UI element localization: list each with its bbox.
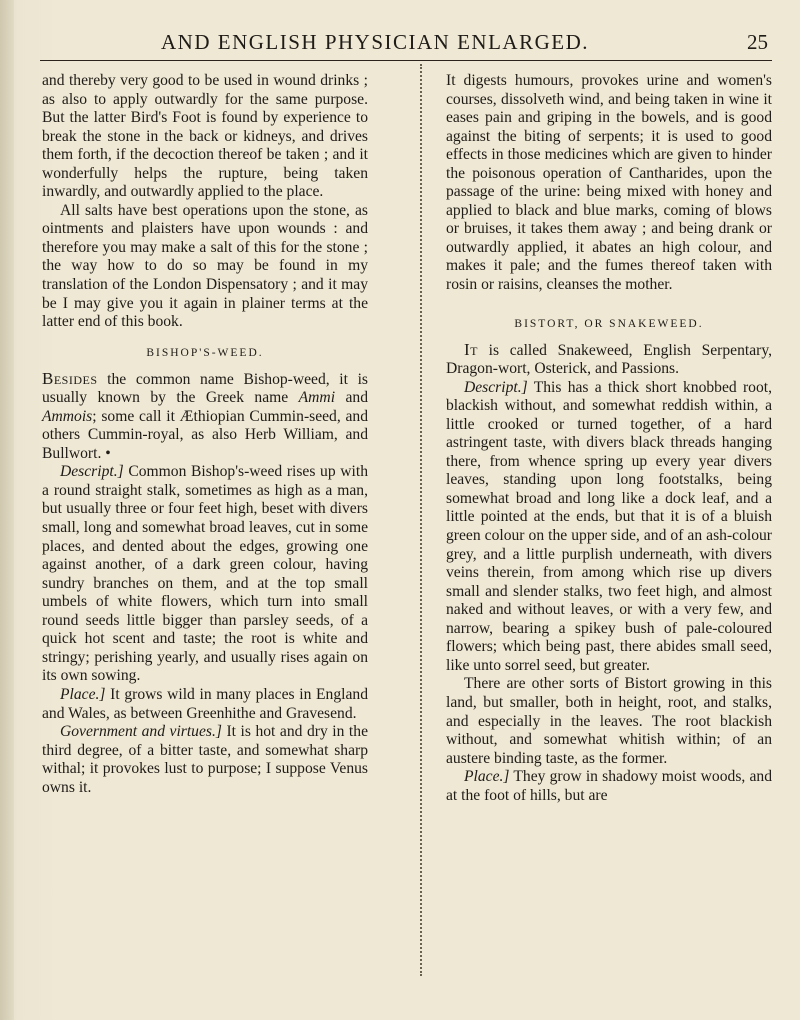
right-column [446, 72, 772, 805]
page-header [40, 30, 770, 60]
paragraph-place: Place.] They grow in shadowy moist woods, and at the foot of hills, but are [446, 768, 772, 804]
section-heading-bistort: BISTORT, OR SNAKEWEED. [514, 317, 704, 330]
label-place: Place.] [464, 768, 510, 786]
paragraph: All salts have best operations upon the stone, as ointments and plaisters have upon wounds : and therefore you may make a salt of this for the stone ; the way how to do so may be found in my translation of the London Dispensatory ; and it may be I may give you it again in plainer terms at the latter end of this book. [42, 201, 368, 331]
paragraph: and thereby very good to be used in wound drinks ; as also to apply outwardly for the same purpose. But the latter Bird's Foot is found by experience to break the stone in the back or kidneys, and drives them forth, if the decoction thereof be taken ; and it wonderfully helps the rupture, being taken inwardly, and outwardly applied to the place. [42, 72, 368, 201]
paragraph: There are other sorts of Bistort growing in this land, but smaller, both in height, root, and stalks, and especially in the leaves. The root blackish without, and somewhat whitish within; of an austere binding taste, as the former. [446, 675, 772, 767]
paragraph-government: Government and virtues.] It is hot and dry in the third degree, of a bitter taste, and somewhat sharp withal; it provokes lust to purpose; I suppose Venus owns it. [42, 723, 368, 796]
label-descript: Descript.] [464, 378, 528, 396]
page-number: 25 [747, 30, 768, 54]
paragraph-descript: Descript.] This has a thick short knobbed root, blackish without, and somewhat reddish within, a little crooked or turned together, of a hard astringent taste, with divers black threads hanging there, from whence spring up every year divers leaves, standing upon long footstalks, being somewhat broad and long like a dock leaf, and a little pointed at the ends, but that it is of a bluish green colour on the upper side, and of an ash-colour grey, and a little purplish underneath, with divers veins therein, from among which rise up divers small and slender stalks, two feet high, and almost naked and without leaves, or with a very few, and narrow, bearing a spikey bush of pale-coloured flowers; which being past, there abides small seed, like unto sorrel seed, but greater. [446, 378, 772, 674]
paragraph-place: Place.] It grows wild in many places in England and Wales, as between Greenhithe and Gravesend. [42, 685, 368, 722]
label-place: Place.] [60, 685, 106, 703]
label-descript: Descript.] [60, 463, 124, 481]
lead-word: Besides [42, 368, 98, 388]
lead-word: It [464, 339, 478, 359]
running-title: AND ENGLISH PHYSICIAN ENLARGED. [161, 30, 589, 54]
header-rule [40, 60, 772, 61]
section-heading-bishops-weed: BISHOP'S-WEED. [146, 346, 264, 359]
page-gutter [0, 0, 14, 1020]
column-divider [420, 64, 422, 976]
paragraph-descript: Descript.] Common Bishop's-weed rises up with a round straight stalk, sometimes as high as a man, but usually three or four feet high, beset with divers small, long and somewhat broad leaves, cut in some places, and dented about the edges, growing one against another, of a dark green colour, having sundry branches on them, and at the top small umbels of white flowers, which turn into small round seeds little bigger than parsley seeds, of a quick hot scent and taste; the root is white and stringy; perishing yearly, and usually rises again on its own sowing. [42, 463, 368, 685]
left-column [42, 72, 368, 797]
print-mark: • [105, 444, 111, 462]
paragraph-besides: Besides the common name Bishop-weed, it is usually known by the Greek name Ammi and Ammois; some call it Æthiopian Cummin-seed, and others Cummin-royal, as also Herb William, and Bullwort. • [42, 368, 368, 462]
paragraph-intro: It is called Snakeweed, English Serpentary, Dragon-wort, Osterick, and Passions. [446, 339, 772, 378]
label-government: Government and virtues.] [60, 723, 222, 741]
paragraph: It digests humours, provokes urine and women's courses, dissolveth wind, and being taken in wine it eases pain and griping in the bowels, and is good against the biting of serpents; it is used to good effects in those medicines which are given to hinder the poisonous operation of Cantharides, upon the passage of the urine: being mixed with honey and applied to black and blue marks, coming of blows or bruises, it takes them away ; and being drank or outwardly applied, it abates an high colour, and makes it pale; and the fumes thereof taken with rosin or raisins, cleanses the mother. [446, 72, 772, 294]
